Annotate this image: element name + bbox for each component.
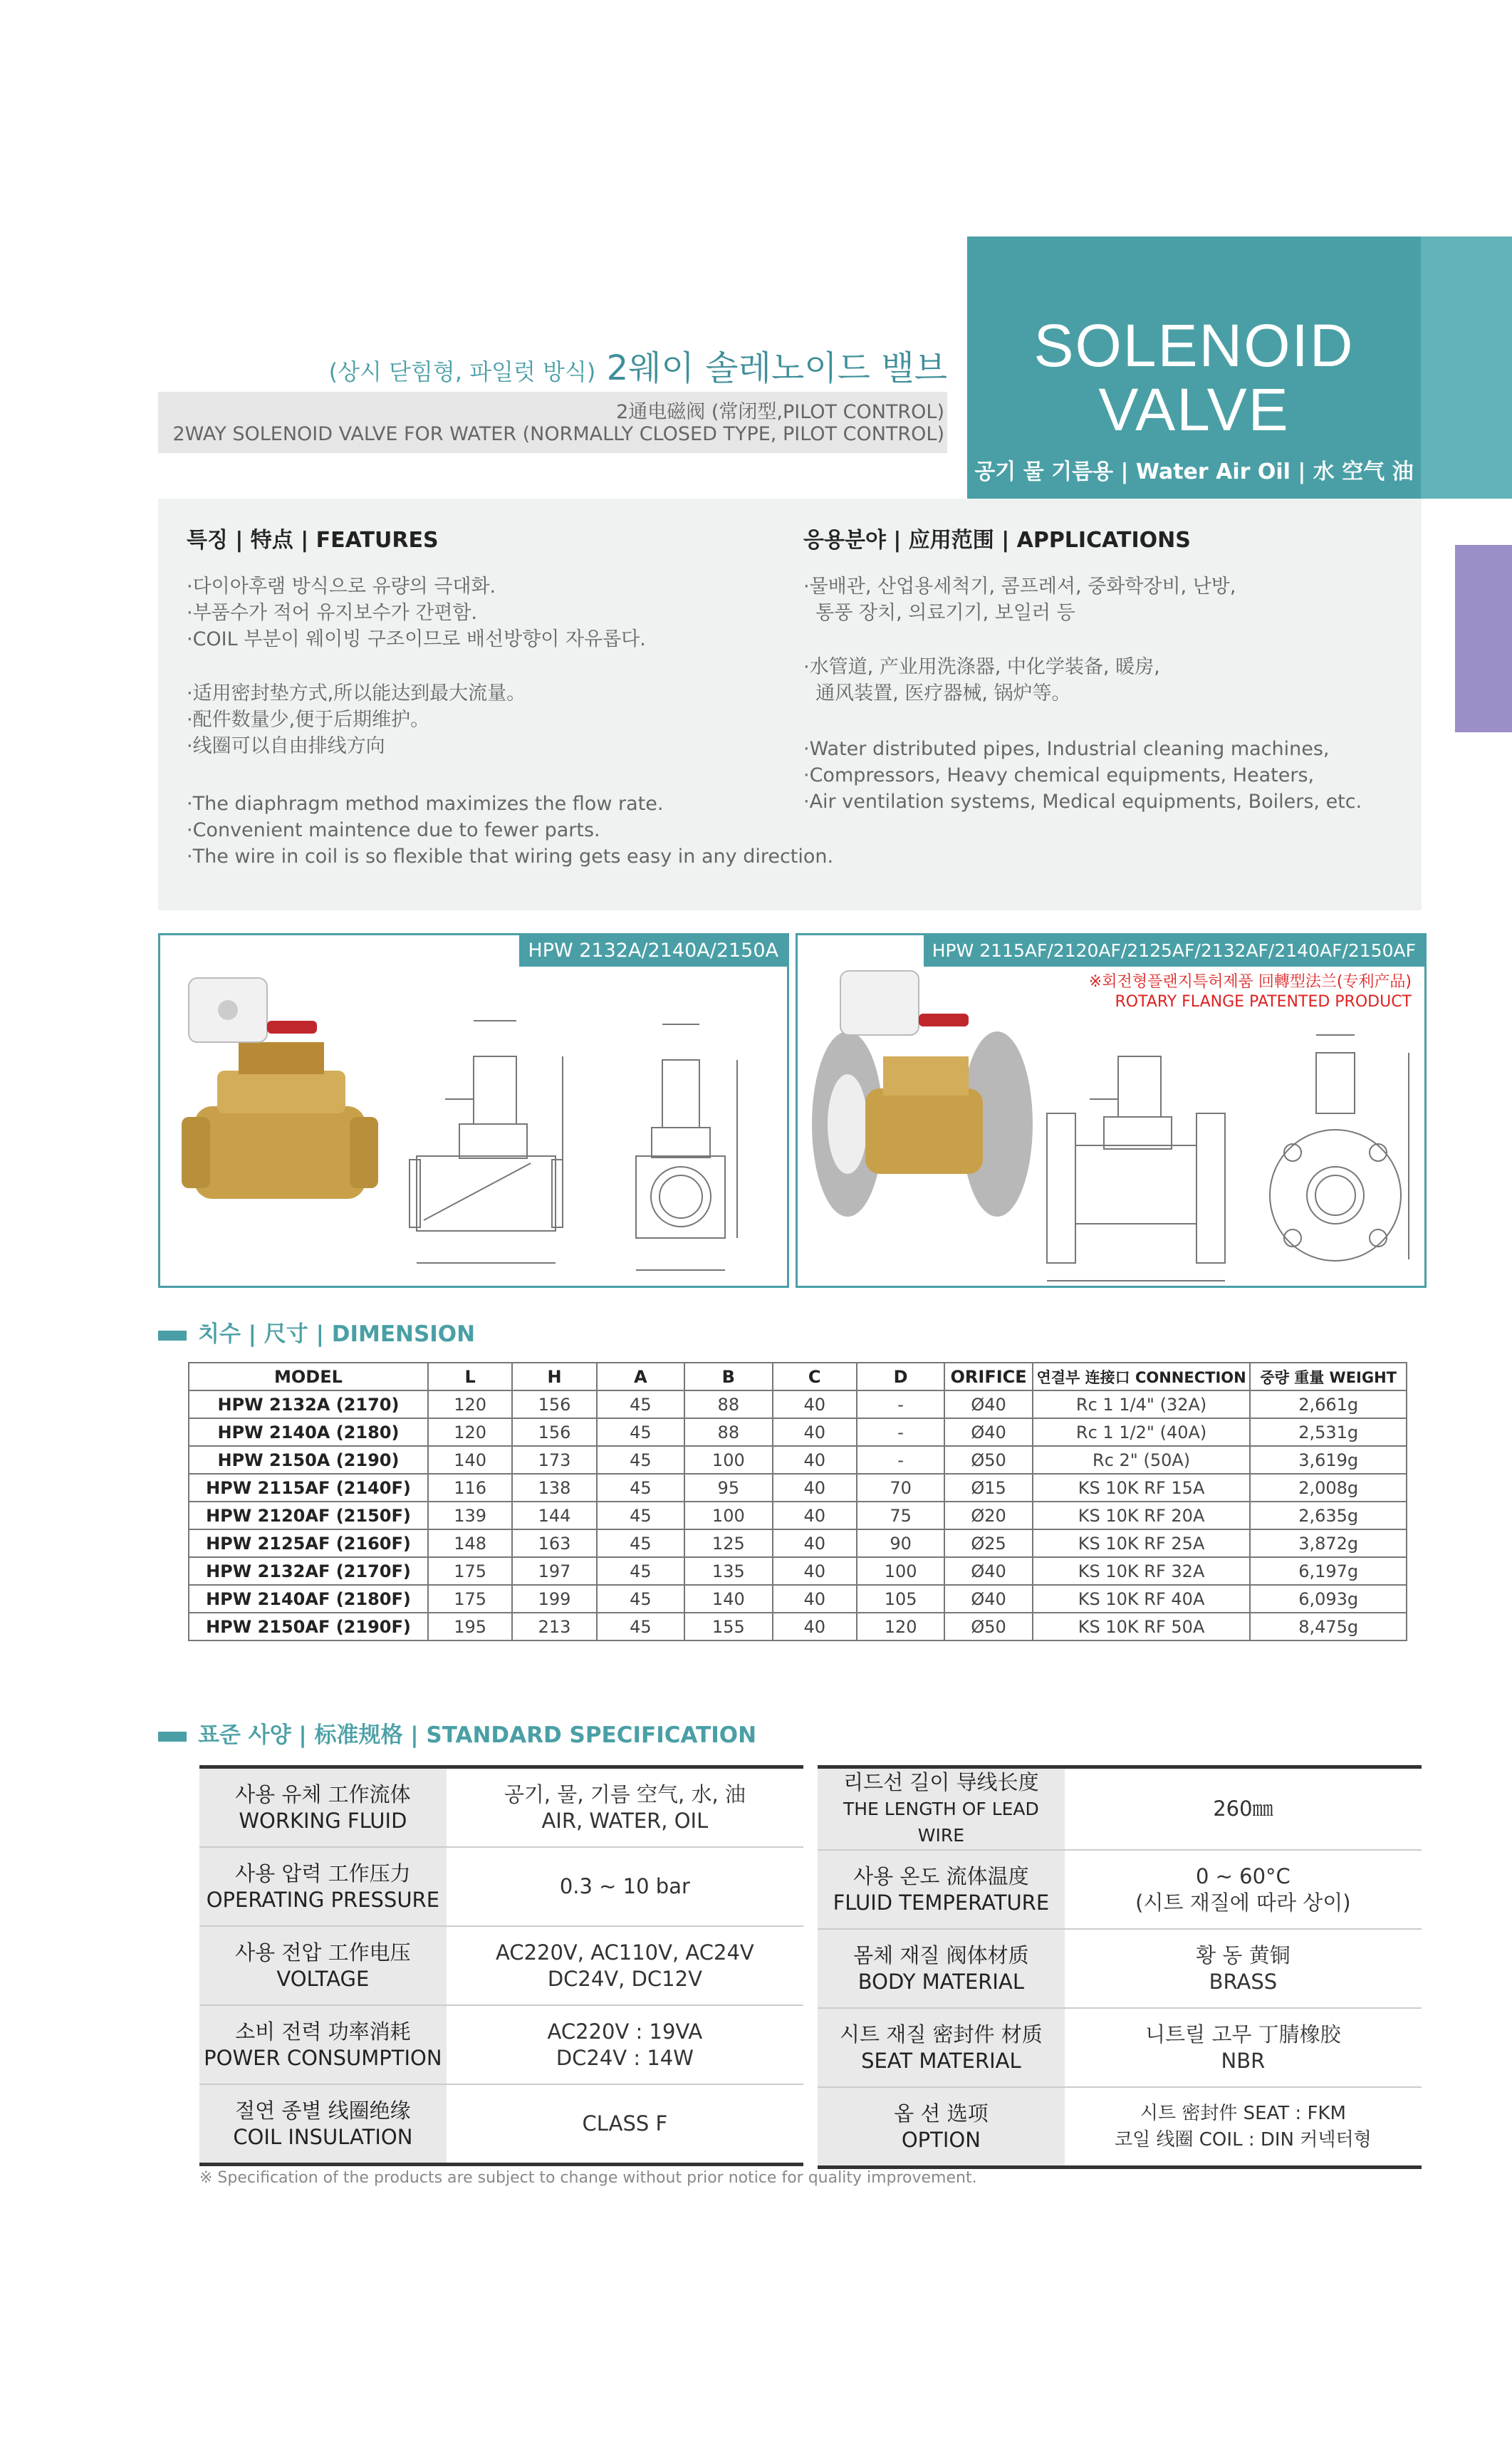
side-view-icon xyxy=(410,1021,563,1263)
table-cell: Ø40 xyxy=(944,1418,1032,1446)
table-cell: 148 xyxy=(428,1529,512,1557)
title-banner-edge xyxy=(1421,236,1512,499)
product-title-line1: SOLENOID xyxy=(1033,312,1355,379)
spec-value xyxy=(1065,1850,1422,1929)
patent-note-en: ROTARY FLANGE PATENTED PRODUCT xyxy=(1115,993,1412,1011)
table-row xyxy=(189,1418,1407,1446)
spec-value-line: 공기, 물, 기름 空气, 水, 油 xyxy=(504,1782,746,1806)
valve-drawing-threaded xyxy=(160,935,787,1286)
spec-row xyxy=(818,1767,1422,1851)
table-cell: 140 xyxy=(428,1446,512,1474)
spec-row xyxy=(199,1767,803,1848)
spec-label-line: OPTION xyxy=(901,2127,981,2152)
spec-heading xyxy=(158,1717,756,1749)
section-marker xyxy=(158,1732,187,1742)
table-cell: 140 xyxy=(684,1585,772,1613)
col-header: B xyxy=(684,1363,772,1390)
spec-value-line: NBR xyxy=(1221,2048,1266,2073)
product-label: HPW 2115AF/2120AF/2125AF/2132AF/2140AF/2150AF xyxy=(924,935,1424,967)
features-kr: ·다이아후램 방식으로 유량의 극대화. ·부품수가 적어 유지보수가 간편함. ·COIL 부분이 웨이빙 구조이므로 배선방향이 자유롭다. xyxy=(187,576,646,650)
table-row xyxy=(189,1390,1407,1418)
table-cell: 40 xyxy=(773,1557,857,1585)
applications-cn: ·水管道, 产业用洗涤器, 中化学装备, 暖房, 通风装置, 医疗器械, 锅炉等。 xyxy=(803,656,1160,704)
spec-value-line: 코일 线圈 COIL : DIN 커넥터형 xyxy=(1115,2128,1372,2151)
table-cell: 156 xyxy=(512,1418,596,1446)
table-cell: 45 xyxy=(597,1613,684,1640)
spec-table-right xyxy=(818,1765,1422,2169)
table-cell: 90 xyxy=(857,1529,944,1557)
table-cell: 120 xyxy=(857,1613,944,1640)
table-cell: KS 10K RF 32A xyxy=(1033,1557,1251,1585)
table-cell: 2,635g xyxy=(1250,1502,1407,1529)
table-cell: 45 xyxy=(597,1474,684,1502)
table-cell: 195 xyxy=(428,1613,512,1640)
table-cell: 3,619g xyxy=(1250,1446,1407,1474)
table-cell: Ø50 xyxy=(944,1446,1032,1474)
spec-value-line: 260㎜ xyxy=(1213,1796,1273,1821)
table-cell: - xyxy=(857,1446,944,1474)
table-cell: Rc 1 1/2" (40A) xyxy=(1033,1418,1251,1446)
table-cell: 199 xyxy=(512,1585,596,1613)
spec-label-line: 소비 전력 功率消耗 xyxy=(235,2019,411,2044)
table-cell: 173 xyxy=(512,1446,596,1474)
table-cell: KS 10K RF 20A xyxy=(1033,1502,1251,1529)
side-tab xyxy=(1455,545,1512,732)
spec-label-line: 사용 전압 工作电压 xyxy=(235,1940,411,1965)
table-cell: 40 xyxy=(773,1474,857,1502)
spec-row xyxy=(818,1929,1422,2008)
table-cell: 138 xyxy=(512,1474,596,1502)
spec-row xyxy=(199,1847,803,1926)
table-cell: 100 xyxy=(857,1557,944,1585)
valve-drawing-flanged xyxy=(798,935,1424,1286)
table-cell: 105 xyxy=(857,1585,944,1613)
spec-value xyxy=(447,1926,803,2005)
table-cell: 197 xyxy=(512,1557,596,1585)
spec-row xyxy=(818,1850,1422,1929)
table-cell: 213 xyxy=(512,1613,596,1640)
col-header: ORIFICE xyxy=(944,1363,1032,1390)
table-cell: 45 xyxy=(597,1585,684,1613)
col-header: D xyxy=(857,1363,944,1390)
spec-label-line: 옵 션 选项 xyxy=(894,2101,989,2126)
spec-value-line: AC220V, AC110V, AC24V xyxy=(496,1940,754,1965)
features-cn: ·适用密封垫方式,所以能达到最大流量。 ·配件数量少,便于后期维护。 ·线圈可以自由排线方向 xyxy=(187,682,526,757)
spec-value-line: DC24V : 14W xyxy=(556,2045,694,2070)
table-cell: Ø40 xyxy=(944,1585,1032,1613)
spec-value-line: 시트 密封件 SEAT : FKM xyxy=(1140,2102,1346,2124)
applications-kr: ·물배관, 산업용세척기, 콤프레셔, 중화학장비, 난방, 통풍 장치, 의료기기, 보일러 등 xyxy=(803,576,1236,624)
table-cell: 75 xyxy=(857,1502,944,1529)
spec-label-line: OPERATING PRESSURE xyxy=(206,1887,440,1912)
table-cell: 40 xyxy=(773,1613,857,1640)
spec-label-line: 사용 유체 工作流体 xyxy=(235,1782,411,1806)
spec-label-line: FLUID TEMPERATURE xyxy=(833,1890,1050,1915)
col-header: L xyxy=(428,1363,512,1390)
dimension-heading-text: 치수 | 尺寸 | DIMENSION xyxy=(198,1321,476,1347)
table-cell: KS 10K RF 50A xyxy=(1033,1613,1251,1640)
spec-value xyxy=(447,2084,803,2165)
spec-label xyxy=(199,2005,447,2084)
spec-label-line: BODY MATERIAL xyxy=(857,1969,1024,1994)
table-cell: Rc 2" (50A) xyxy=(1033,1446,1251,1474)
table-header-row xyxy=(189,1363,1407,1390)
spec-value xyxy=(1065,2008,1422,2087)
korean-title xyxy=(214,340,947,390)
footnote: ※ Specification of the products are subject to change without prior notice for quality improvement. xyxy=(199,2169,977,2187)
table-cell: 45 xyxy=(597,1529,684,1557)
table-cell: 45 xyxy=(597,1557,684,1585)
spec-value xyxy=(1065,1929,1422,2008)
spec-value xyxy=(447,1767,803,1848)
col-header: MODEL xyxy=(189,1363,428,1390)
spec-value-line: 0.3 ~ 10 bar xyxy=(559,1874,690,1898)
table-cell: 40 xyxy=(773,1529,857,1557)
spec-label xyxy=(818,1850,1065,1929)
model-cell: HPW 2132AF (2170F) xyxy=(189,1557,428,1585)
applications-heading: 응용분야 | 应用范围 | APPLICATIONS xyxy=(803,528,1191,553)
spec-label-line: 사용 압력 工作压力 xyxy=(235,1861,411,1886)
table-cell: 45 xyxy=(597,1502,684,1529)
spec-label-line: 사용 온도 流体温度 xyxy=(853,1863,1029,1888)
table-cell: 144 xyxy=(512,1502,596,1529)
table-cell: 100 xyxy=(684,1502,772,1529)
spec-label xyxy=(199,1767,447,1848)
model-cell: HPW 2125AF (2160F) xyxy=(189,1529,428,1557)
table-row xyxy=(189,1557,1407,1585)
spec-label-line: THE LENGTH OF LEAD WIRE xyxy=(843,1799,1039,1846)
section-marker xyxy=(158,1331,187,1341)
spec-row xyxy=(199,2084,803,2165)
table-cell: 88 xyxy=(684,1390,772,1418)
table-cell: - xyxy=(857,1418,944,1446)
col-header: 연결부 连接口 CONNECTION xyxy=(1033,1363,1251,1390)
table-cell: 175 xyxy=(428,1557,512,1585)
product-box-threaded xyxy=(158,933,789,1288)
table-cell: KS 10K RF 15A xyxy=(1033,1474,1251,1502)
product-title-line2: VALVE xyxy=(1098,376,1290,443)
chinese-subtitle: 2通电磁阀 (常闭型,PILOT CONTROL) xyxy=(616,401,944,423)
features-heading: 특징 | 特点 | FEATURES xyxy=(187,528,439,553)
table-cell: KS 10K RF 40A xyxy=(1033,1585,1251,1613)
table-cell: 6,093g xyxy=(1250,1585,1407,1613)
table-row xyxy=(189,1474,1407,1502)
features-en: ·The diaphragm method maximizes the flow rate. ·Convenient maintence due to fewer parts. ·The wire in coil is so flexible that wiring gets easy in any direction. xyxy=(187,793,834,868)
spec-value xyxy=(1065,1767,1422,1851)
spec-label-line: SEAT MATERIAL xyxy=(861,2048,1021,2073)
spec-label-line: 시트 재질 密封件 材质 xyxy=(840,2022,1043,2047)
table-cell: 70 xyxy=(857,1474,944,1502)
table-row xyxy=(189,1613,1407,1640)
model-cell: HPW 2150A (2190) xyxy=(189,1446,428,1474)
table-cell: 45 xyxy=(597,1418,684,1446)
spec-row xyxy=(199,2005,803,2084)
table-cell: 40 xyxy=(773,1585,857,1613)
table-cell: 100 xyxy=(684,1446,772,1474)
spec-label-line: 절연 종별 线圈绝缘 xyxy=(235,2098,411,2123)
table-cell: 175 xyxy=(428,1585,512,1613)
product-box-flanged xyxy=(796,933,1427,1288)
valve-photo-icon xyxy=(182,978,378,1199)
col-header: H xyxy=(512,1363,596,1390)
table-cell: 139 xyxy=(428,1502,512,1529)
front-view-icon xyxy=(636,1024,737,1270)
spec-label-line: COIL INSULATION xyxy=(233,2124,413,2149)
spec-label xyxy=(199,1926,447,2005)
table-cell: Ø15 xyxy=(944,1474,1032,1502)
spec-label xyxy=(818,2008,1065,2087)
spec-value xyxy=(447,2005,803,2084)
spec-value-line: BRASS xyxy=(1209,1969,1278,1994)
spec-value-line: AIR, WATER, OIL xyxy=(541,1808,709,1833)
spec-heading-text: 표준 사양 | 标准规格 | STANDARD SPECIFICATION xyxy=(198,1722,757,1748)
flanged-front-view-icon xyxy=(1270,1035,1409,1261)
spec-value-line: AC220V : 19VA xyxy=(547,2019,703,2044)
spec-row xyxy=(818,2008,1422,2087)
spec-value-line: 니트릴 고무 丁腈橡胶 xyxy=(1145,2022,1341,2047)
spec-label-line: 리드선 길이 导线长度 xyxy=(843,1770,1039,1794)
table-cell: 2,531g xyxy=(1250,1418,1407,1446)
table-cell: 116 xyxy=(428,1474,512,1502)
dimension-heading xyxy=(158,1316,475,1348)
table-cell: 120 xyxy=(428,1418,512,1446)
table-cell: 45 xyxy=(597,1446,684,1474)
table-cell: Ø50 xyxy=(944,1613,1032,1640)
table-cell: 163 xyxy=(512,1529,596,1557)
col-header: C xyxy=(773,1363,857,1390)
spec-label-line: 몸체 재질 阀体材质 xyxy=(853,1943,1029,1967)
table-cell: 40 xyxy=(773,1446,857,1474)
usage-subtitle: 공기 물 기름용 | Water Air Oil | 水 空气 油 xyxy=(974,459,1414,484)
spec-value-line: DC24V, DC12V xyxy=(547,1966,702,1991)
english-subtitle: 2WAY SOLENOID VALVE FOR WATER (NORMALLY CLOSED TYPE, PILOT CONTROL) xyxy=(172,423,944,445)
spec-label-line: POWER CONSUMPTION xyxy=(204,2045,442,2070)
spec-label xyxy=(818,1929,1065,2008)
patent-note-kr: ※회전형플랜지특허제품 回轉型法兰(专利产品) xyxy=(1088,973,1412,991)
product-label: HPW 2132A/2140A/2150A xyxy=(519,935,787,967)
table-cell: 6,197g xyxy=(1250,1557,1407,1585)
table-cell: Rc 1 1/4" (32A) xyxy=(1033,1390,1251,1418)
spec-label xyxy=(199,1847,447,1926)
table-cell: 88 xyxy=(684,1418,772,1446)
table-cell: 125 xyxy=(684,1529,772,1557)
korean-title-prefix: (상시 닫힘형, 파일럿 방식) xyxy=(328,358,596,385)
flanged-valve-photo-icon xyxy=(812,971,1033,1217)
table-row xyxy=(189,1446,1407,1474)
table-cell: 120 xyxy=(428,1390,512,1418)
spec-label xyxy=(199,2084,447,2165)
spec-value-line: 황 동 黄铜 xyxy=(1196,1943,1291,1967)
table-cell: 155 xyxy=(684,1613,772,1640)
product-title xyxy=(967,313,1421,442)
spec-value xyxy=(1065,2087,1422,2168)
model-cell: HPW 2140AF (2180F) xyxy=(189,1585,428,1613)
table-cell: KS 10K RF 25A xyxy=(1033,1529,1251,1557)
korean-title-main: 2웨이 솔레노이드 밸브 xyxy=(606,348,947,388)
table-cell: 95 xyxy=(684,1474,772,1502)
table-cell: Ø40 xyxy=(944,1557,1032,1585)
spec-label xyxy=(818,1767,1065,1851)
table-row xyxy=(189,1585,1407,1613)
col-header: 중량 重量 WEIGHT xyxy=(1250,1363,1407,1390)
spec-value-line: CLASS F xyxy=(582,2111,668,2136)
spec-value xyxy=(447,1847,803,1926)
table-cell: 40 xyxy=(773,1390,857,1418)
dimension-table xyxy=(188,1362,1407,1641)
table-cell: Ø25 xyxy=(944,1529,1032,1557)
table-cell: 40 xyxy=(773,1502,857,1529)
table-cell: 135 xyxy=(684,1557,772,1585)
table-cell: - xyxy=(857,1390,944,1418)
spec-label-line: WORKING FLUID xyxy=(239,1808,407,1833)
table-cell: 40 xyxy=(773,1418,857,1446)
table-cell: 2,008g xyxy=(1250,1474,1407,1502)
flanged-side-view-icon xyxy=(1047,1056,1225,1281)
table-row xyxy=(189,1502,1407,1529)
table-cell: Ø20 xyxy=(944,1502,1032,1529)
spec-label xyxy=(818,2087,1065,2168)
table-row xyxy=(189,1529,1407,1557)
model-cell: HPW 2120AF (2150F) xyxy=(189,1502,428,1529)
spec-value-line: 0 ~ 60°C xyxy=(1195,1863,1291,1888)
model-cell: HPW 2140A (2180) xyxy=(189,1418,428,1446)
spec-label-line: VOLTAGE xyxy=(276,1966,370,1991)
model-cell: HPW 2132A (2170) xyxy=(189,1390,428,1418)
applications-en: ·Water distributed pipes, Industrial cleaning machines, ·Compressors, Heavy chemical equipments, Heaters, ·Air ventilation systems, Medical equipments, Boilers, etc. xyxy=(803,738,1362,813)
spec-value-line: (시트 재질에 따라 상이) xyxy=(1135,1890,1351,1915)
spec-row xyxy=(818,2087,1422,2168)
table-cell: 2,661g xyxy=(1250,1390,1407,1418)
table-cell: 3,872g xyxy=(1250,1529,1407,1557)
spec-table-left xyxy=(199,1765,803,2166)
table-cell: 8,475g xyxy=(1250,1613,1407,1640)
col-header: A xyxy=(597,1363,684,1390)
model-cell: HPW 2150AF (2190F) xyxy=(189,1613,428,1640)
table-cell: Ø40 xyxy=(944,1390,1032,1418)
spec-row xyxy=(199,1926,803,2005)
table-cell: 45 xyxy=(597,1390,684,1418)
model-cell: HPW 2115AF (2140F) xyxy=(189,1474,428,1502)
table-cell: 156 xyxy=(512,1390,596,1418)
